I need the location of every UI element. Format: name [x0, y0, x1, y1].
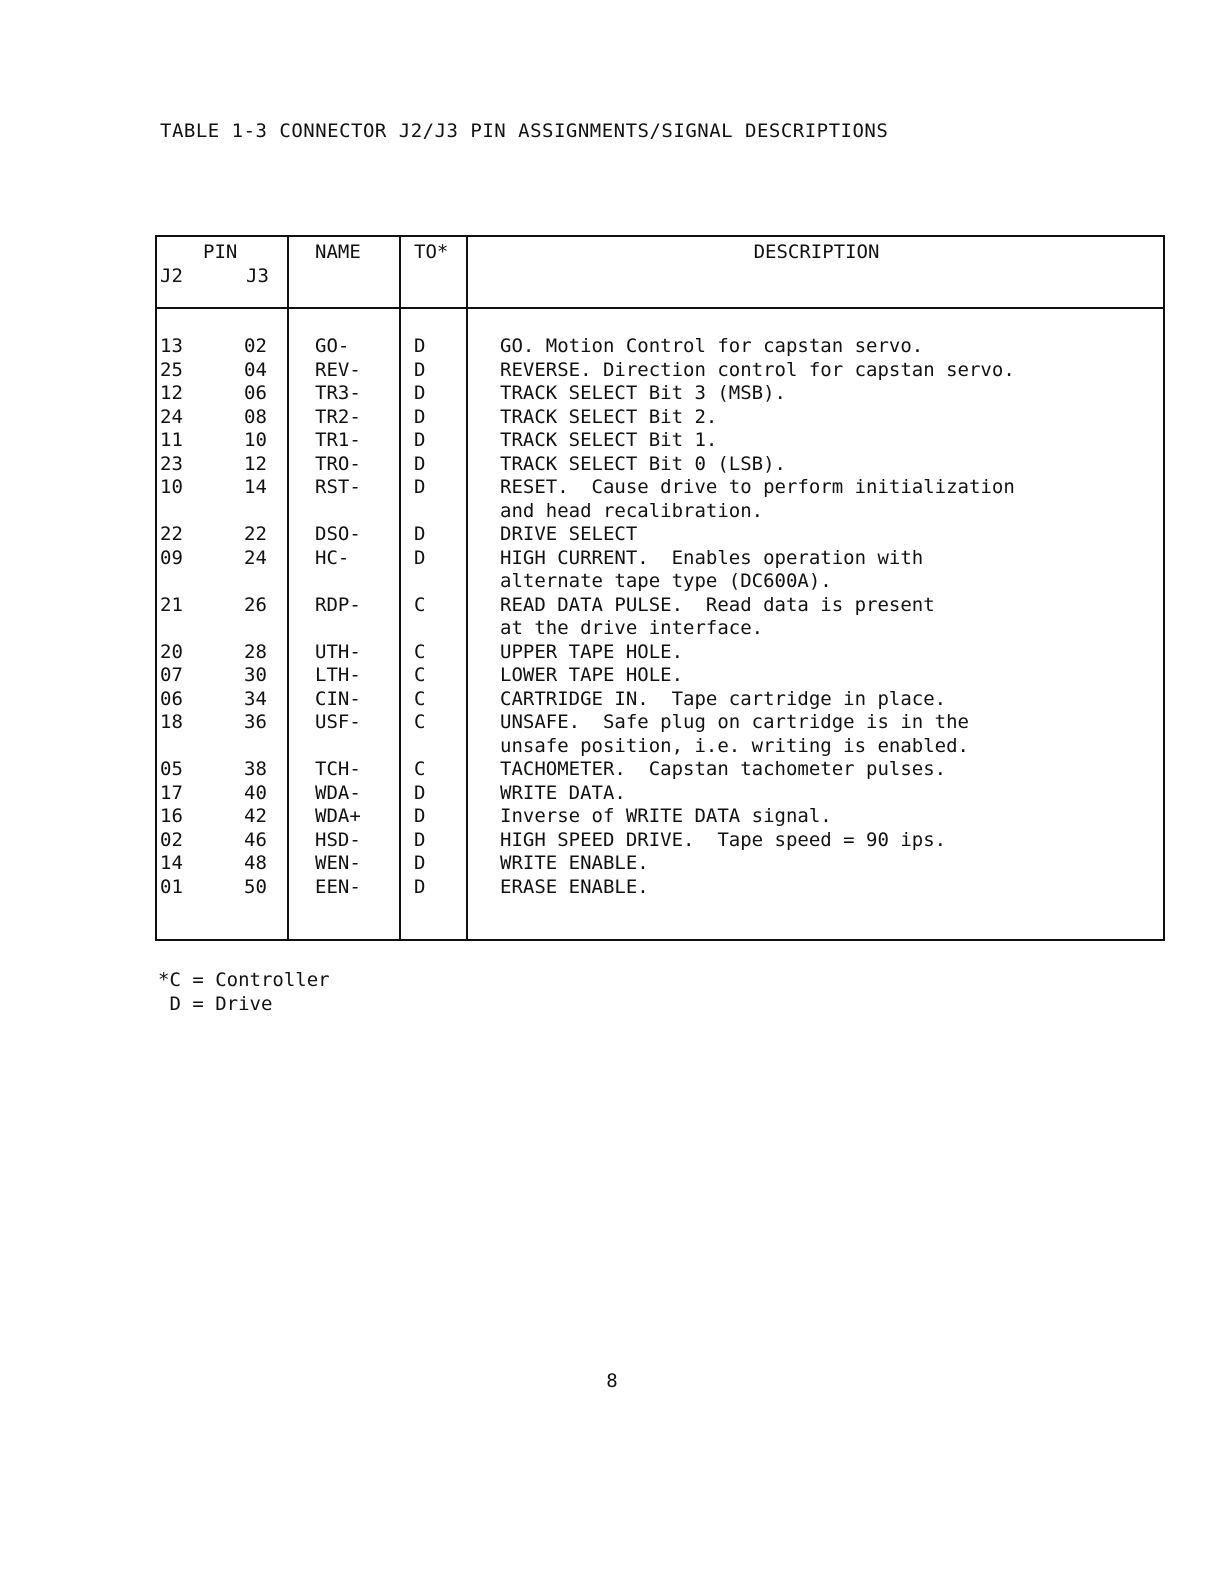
table-row [157, 476, 1163, 523]
cell-j3: 46 [244, 828, 267, 851]
header-divider [157, 307, 1163, 309]
cell-to: D [414, 875, 426, 898]
cell-description: RESET. Cause drive to perform initialization and head recalibration. [500, 476, 1015, 522]
table-row [157, 711, 1163, 758]
cell-j3: 12 [244, 452, 267, 475]
cell-name: RST- [315, 476, 361, 498]
cell-to: C [414, 687, 426, 710]
cell-name: TCH- [315, 758, 361, 780]
cell-to: D [414, 382, 426, 404]
cell-to: D [414, 358, 426, 381]
cell-j3: 34 [244, 687, 267, 710]
cell-description: READ DATA PULSE. Read data is present at the drive interface. [500, 593, 935, 639]
cell-description: TRACK SELECT Bit 0 (LSB). [500, 452, 786, 475]
cell-name: LTH- [315, 664, 361, 686]
table-row [157, 852, 1163, 876]
cell-description: Inverse of WRITE DATA signal. [500, 805, 832, 827]
cell-description: HIGH CURRENT. Enables operation with alternate tape type (DC600A). [500, 546, 924, 592]
table-row [157, 429, 1163, 453]
header-j2: J2 [160, 265, 183, 287]
cell-j2: 11 [160, 429, 183, 451]
cell-j2: 21 [160, 593, 183, 616]
cell-description: GO. Motion Control for capstan servo. [500, 335, 924, 357]
table-row [157, 641, 1163, 665]
cell-j2: 05 [160, 758, 183, 780]
header-description: DESCRIPTION [753, 241, 880, 263]
cell-description: TRACK SELECT Bit 1. [500, 429, 718, 451]
cell-to: C [414, 711, 426, 733]
cell-j3: 36 [244, 711, 267, 733]
table-row [157, 335, 1163, 359]
cell-j3: 42 [244, 805, 267, 827]
cell-description: WRITE ENABLE. [500, 852, 649, 874]
cell-j2: 16 [160, 805, 183, 827]
cell-j3: 28 [244, 640, 267, 663]
cell-to: C [414, 664, 426, 686]
cell-name: GO- [315, 335, 350, 357]
cell-j2: 10 [160, 476, 183, 498]
table-row [157, 758, 1163, 782]
cell-j2: 07 [160, 664, 183, 686]
cell-name: HSD- [315, 828, 361, 851]
cell-j2: 20 [160, 640, 183, 663]
table-title: TABLE 1-3 CONNECTOR J2/J3 PIN ASSIGNMENTS/SIGNAL DESCRIPTIONS [160, 120, 889, 142]
table-row [157, 829, 1163, 853]
header-to: TO* [414, 241, 449, 263]
cell-j2: 12 [160, 382, 183, 404]
table-body [157, 335, 1163, 899]
cell-description: CARTRIDGE IN. Tape cartridge in place. [500, 687, 947, 710]
table-row [157, 359, 1163, 383]
cell-j3: 48 [244, 852, 267, 874]
cell-to: D [414, 781, 426, 804]
cell-to: D [414, 852, 426, 874]
cell-j3: 22 [244, 523, 267, 545]
table-row [157, 453, 1163, 477]
cell-j2: 17 [160, 781, 183, 804]
cell-description: WRITE DATA. [500, 781, 626, 804]
cell-name: WEN- [315, 852, 361, 874]
cell-j3: 02 [244, 335, 267, 357]
header-name: NAME [315, 241, 361, 263]
cell-j3: 10 [244, 429, 267, 451]
cell-to: C [414, 758, 426, 780]
cell-j3: 06 [244, 382, 267, 404]
cell-to: D [414, 546, 426, 569]
cell-name: TR1- [315, 429, 361, 451]
pin-assignment-table [155, 235, 1165, 941]
cell-j3: 24 [244, 546, 267, 569]
cell-name: EEN- [315, 875, 361, 898]
cell-j2: 22 [160, 523, 183, 545]
cell-description: UPPER TAPE HOLE. [500, 640, 684, 663]
cell-j2: 23 [160, 452, 183, 475]
cell-j3: 50 [244, 875, 267, 898]
cell-j3: 30 [244, 664, 267, 686]
cell-to: D [414, 452, 426, 475]
table-row [157, 688, 1163, 712]
cell-j2: 09 [160, 546, 183, 569]
page-number: 8 [606, 1370, 618, 1392]
cell-description: DRIVE SELECT [500, 523, 638, 545]
cell-description: TACHOMETER. Capstan tachometer pulses. [500, 758, 947, 780]
cell-j2: 18 [160, 711, 183, 733]
table-row [157, 594, 1163, 641]
cell-name: REV- [315, 358, 361, 381]
cell-description: LOWER TAPE HOLE. [500, 664, 684, 686]
cell-j2: 02 [160, 828, 183, 851]
cell-j2: 06 [160, 687, 183, 710]
table-row [157, 782, 1163, 806]
cell-j2: 24 [160, 405, 183, 428]
cell-description: ERASE ENABLE. [500, 875, 649, 898]
cell-to: D [414, 523, 426, 545]
cell-name: HC- [315, 546, 350, 569]
cell-j3: 04 [244, 358, 267, 381]
table-row [157, 805, 1163, 829]
table-row [157, 664, 1163, 688]
cell-description: TRACK SELECT Bit 3 (MSB). [500, 382, 786, 404]
cell-j2: 25 [160, 358, 183, 381]
cell-name: RDP- [315, 593, 361, 616]
cell-name: UTH- [315, 640, 361, 663]
cell-to: D [414, 429, 426, 451]
footnote [158, 968, 330, 1016]
cell-description: REVERSE. Direction control for capstan servo. [500, 358, 1015, 381]
table-row [157, 523, 1163, 547]
cell-name: DSO- [315, 523, 361, 545]
cell-description: HIGH SPEED DRIVE. Tape speed = 90 ips. [500, 828, 947, 851]
footnote-controller: *C = Controller [158, 969, 330, 991]
cell-to: D [414, 476, 426, 498]
cell-j3: 26 [244, 593, 267, 616]
cell-name: CIN- [315, 687, 361, 710]
cell-name: TRO- [315, 452, 361, 475]
table-row [157, 547, 1163, 594]
table-row [157, 382, 1163, 406]
cell-j3: 40 [244, 781, 267, 804]
cell-j3: 14 [244, 476, 267, 498]
cell-j2: 14 [160, 852, 183, 874]
cell-j3: 38 [244, 758, 267, 780]
cell-j2: 13 [160, 335, 183, 357]
cell-j2: 01 [160, 875, 183, 898]
cell-description: UNSAFE. Safe plug on cartridge is in the unsafe position, i.e. writing is enabled. [500, 711, 969, 757]
cell-to: D [414, 405, 426, 428]
cell-j3: 08 [244, 405, 267, 428]
header-j3: J3 [246, 265, 269, 287]
cell-to: D [414, 828, 426, 851]
cell-name: TR3- [315, 382, 361, 404]
cell-description: TRACK SELECT Bit 2. [500, 405, 718, 428]
table-row [157, 406, 1163, 430]
cell-to: D [414, 335, 426, 357]
cell-name: USF- [315, 711, 361, 733]
cell-name: WDA- [315, 781, 361, 804]
cell-to: C [414, 593, 426, 616]
cell-name: WDA+ [315, 805, 361, 827]
footnote-drive: D = Drive [158, 993, 273, 1015]
table-row [157, 876, 1163, 900]
header-pin: PIN [203, 241, 238, 263]
cell-name: TR2- [315, 405, 361, 428]
cell-to: C [414, 640, 426, 663]
cell-to: D [414, 805, 426, 827]
